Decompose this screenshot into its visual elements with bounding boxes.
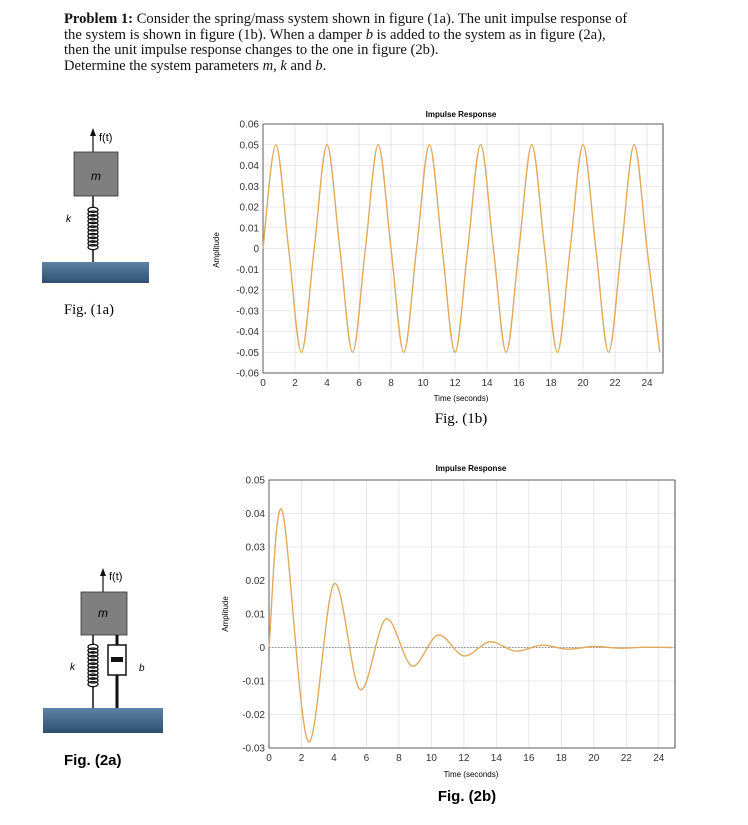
damper-label: b xyxy=(139,663,145,674)
x-tick-label: 24 xyxy=(653,753,665,764)
x-tick-label: 4 xyxy=(331,753,337,764)
y-axis-label: Amplitude xyxy=(221,596,230,632)
problem-label: Problem 1: xyxy=(64,11,134,27)
x-tick-label: 6 xyxy=(363,753,370,764)
x-axis-label: Time (seconds) xyxy=(433,394,489,403)
damper xyxy=(108,635,126,708)
x-tick-label: 10 xyxy=(417,378,429,389)
chart-title: Impulse Response xyxy=(425,110,497,119)
fig1a-diagram xyxy=(42,128,149,318)
spring-coil xyxy=(88,207,98,249)
problem-text-2b: is added to the system as in figure (2a), xyxy=(372,26,606,43)
fig2b-caption: Fig. (2b) xyxy=(437,788,497,805)
y-tick-label: 0.05 xyxy=(239,140,259,152)
y-tick-label: 0 xyxy=(253,244,259,255)
y-axis-label: Amplitude xyxy=(212,232,221,268)
chart-title: Impulse Response xyxy=(435,464,507,473)
spring-turn xyxy=(88,245,98,250)
x-tick-label: 14 xyxy=(481,378,493,389)
x-tick-label: 22 xyxy=(620,753,632,764)
x-tick-label: 8 xyxy=(396,753,402,764)
y-tick-label: 0.01 xyxy=(239,223,259,235)
y-tick-label: -0.04 xyxy=(236,327,259,338)
y-tick-label: -0.03 xyxy=(242,743,265,755)
var-b: b xyxy=(365,26,373,43)
x-tick-label: 0 xyxy=(266,753,272,764)
spring-label: k xyxy=(66,214,71,225)
fig2a-diagram xyxy=(43,568,163,769)
x-tick-label: 0 xyxy=(260,378,266,389)
y-tick-label: 0.01 xyxy=(245,609,265,621)
y-tick-label: -0.02 xyxy=(242,710,265,721)
x-tick-label: 18 xyxy=(555,753,567,764)
fig1a-caption: Fig. (1a) xyxy=(64,302,114,318)
force-label: f(t) xyxy=(109,571,123,583)
sep: . xyxy=(322,57,327,74)
x-tick-label: 16 xyxy=(523,753,535,764)
var-b2: b xyxy=(315,57,323,74)
fig2a-caption: Fig. (2a) xyxy=(64,752,122,769)
x-tick-label: 20 xyxy=(577,378,589,389)
x-tick-label: 6 xyxy=(356,378,362,389)
x-tick-label: 20 xyxy=(588,753,600,764)
problem-text-4: Determine the system parameters xyxy=(64,57,263,74)
y-tick-label: 0 xyxy=(259,643,265,654)
mass-label: m xyxy=(91,169,101,183)
y-tick-label: 0.06 xyxy=(239,119,259,131)
x-tick-label: 12 xyxy=(449,378,461,389)
sep: , xyxy=(273,57,281,74)
x-tick-label: 18 xyxy=(545,378,557,389)
y-tick-label: 0.05 xyxy=(245,475,265,487)
y-tick-label: -0.02 xyxy=(236,285,259,297)
var-k: k xyxy=(280,57,287,74)
x-tick-label: 12 xyxy=(458,753,470,764)
y-tick-label: -0.01 xyxy=(236,264,259,276)
spring-label: k xyxy=(70,662,75,673)
y-tick-label: -0.05 xyxy=(236,347,259,359)
y-tick-label: -0.01 xyxy=(242,676,265,688)
x-tick-label: 2 xyxy=(292,378,298,389)
x-tick-label: 4 xyxy=(324,378,330,389)
x-axis-label: Time (seconds) xyxy=(443,770,499,779)
fig1b-caption: Fig. (1b) xyxy=(434,411,488,427)
problem-text-2: the system is shown in figure (1b). When a damper xyxy=(64,26,366,43)
y-tick-label: 0.02 xyxy=(245,576,265,587)
sep: and xyxy=(286,57,316,74)
problem-text-1: Consider the spring/mass system shown in figure (1a). The unit impulse response of xyxy=(133,11,628,27)
x-tick-label: 2 xyxy=(298,753,305,764)
force-arrow-icon xyxy=(100,568,106,576)
fig1b-chart xyxy=(212,110,663,427)
force-label: f(t) xyxy=(99,132,113,144)
x-tick-label: 24 xyxy=(641,378,653,389)
x-tick-label: 22 xyxy=(609,378,621,389)
var-m: m xyxy=(262,57,274,74)
y-tick-label: 0.03 xyxy=(245,542,265,554)
y-tick-label: -0.06 xyxy=(236,368,259,380)
x-tick-label: 8 xyxy=(388,378,394,389)
ground-block xyxy=(43,708,163,733)
problem-text-3: then the unit impulse response changes to the one in figure (2b). xyxy=(64,42,439,59)
y-tick-label: 0.02 xyxy=(239,202,259,214)
mass-label: m xyxy=(98,606,108,620)
y-tick-label: 0.03 xyxy=(239,181,259,193)
force-arrow-icon xyxy=(90,128,96,136)
x-tick-label: 14 xyxy=(490,753,502,764)
spring-turn xyxy=(88,682,98,687)
y-tick-label: 0.04 xyxy=(239,161,259,172)
y-tick-label: 0.04 xyxy=(245,509,265,520)
fig2b-chart xyxy=(221,464,675,805)
spring-coil xyxy=(88,644,98,686)
x-tick-label: 10 xyxy=(425,753,437,764)
y-tick-label: -0.03 xyxy=(236,306,259,318)
x-tick-label: 16 xyxy=(513,378,525,389)
ground-block xyxy=(42,262,149,283)
